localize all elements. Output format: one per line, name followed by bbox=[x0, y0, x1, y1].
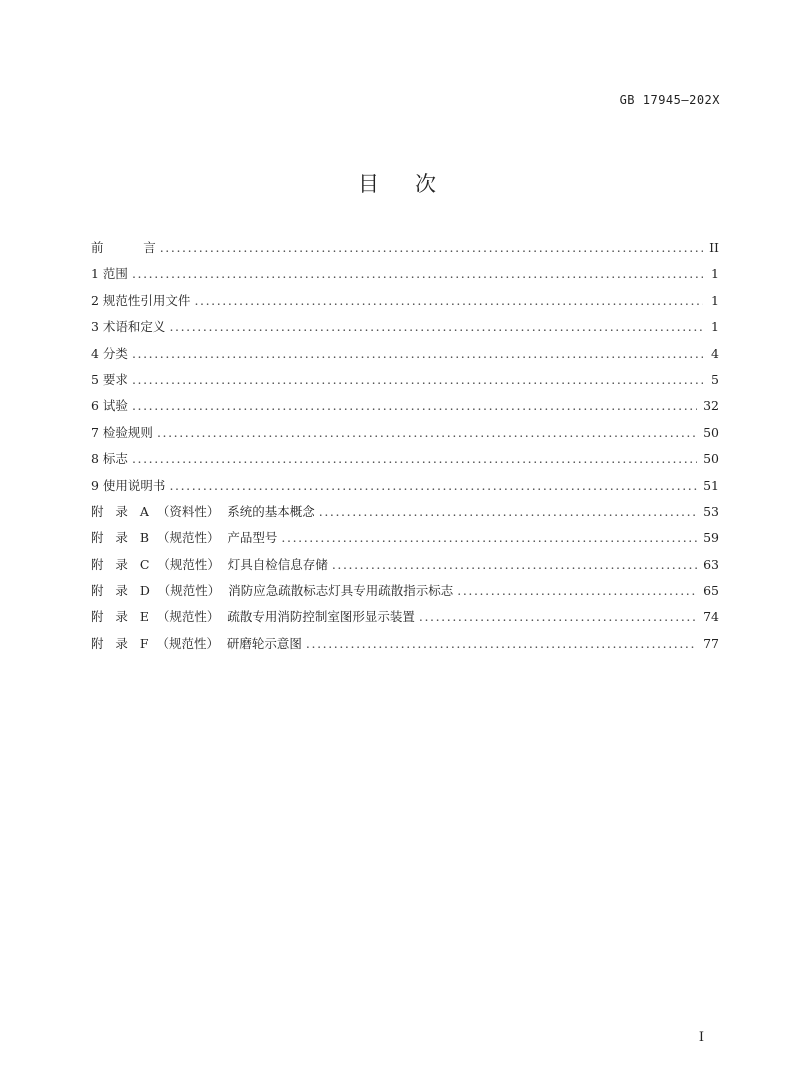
toc-entry-label: 4 分类 bbox=[91, 345, 128, 361]
toc-entry-page: 51 bbox=[703, 477, 719, 493]
toc-entry-page: 53 bbox=[703, 503, 719, 519]
toc-entry-page: 32 bbox=[703, 398, 719, 414]
toc-entry-page: 1 bbox=[711, 266, 719, 282]
footer-page-number: I bbox=[698, 1030, 704, 1045]
toc-leader-dots bbox=[319, 504, 697, 519]
toc-entry-1[interactable] bbox=[91, 264, 719, 290]
toc-entry-page: 50 bbox=[703, 451, 719, 467]
toc-entry-9[interactable] bbox=[91, 476, 719, 502]
toc-entry-label: 附 录 C （规范性） 灯具自检信息存储 bbox=[91, 556, 328, 572]
toc-entry-label: 附 录 D （规范性） 消防应急疏散标志灯具专用疏散指示标志 bbox=[91, 583, 454, 599]
toc-entry-3[interactable] bbox=[91, 317, 719, 343]
toc-entry-page: 59 bbox=[703, 530, 719, 546]
toc-entry-page: 63 bbox=[703, 556, 719, 572]
toc-leader-dots bbox=[169, 478, 697, 493]
toc-entry-appendix-c[interactable] bbox=[91, 555, 719, 581]
toc-entry-page: 50 bbox=[703, 424, 719, 440]
toc-entry-label: 9 使用说明书 bbox=[91, 477, 166, 493]
table-of-contents bbox=[91, 238, 719, 660]
toc-entry-page: 1 bbox=[711, 292, 719, 308]
toc-leader-dots bbox=[132, 398, 697, 413]
toc-entry-5[interactable] bbox=[91, 370, 719, 396]
toc-entry-appendix-d[interactable] bbox=[91, 581, 719, 607]
toc-leader-dots bbox=[132, 346, 703, 361]
toc-entry-2[interactable] bbox=[91, 291, 719, 317]
toc-entry-label: 5 要求 bbox=[91, 371, 128, 387]
toc-entry-appendix-b[interactable] bbox=[91, 528, 719, 554]
toc-entry-8[interactable] bbox=[91, 449, 719, 475]
toc-entry-6[interactable] bbox=[91, 396, 719, 422]
toc-leader-dots bbox=[281, 530, 697, 545]
toc-leader-dots bbox=[194, 293, 703, 308]
toc-entry-label: 1 范围 bbox=[91, 266, 128, 282]
toc-entry-label: 附 录 F （规范性） 研磨轮示意图 bbox=[91, 635, 302, 651]
toc-entry-label: 2 规范性引用文件 bbox=[91, 292, 191, 308]
toc-leader-dots bbox=[306, 636, 697, 651]
toc-entry-label: 3 术语和定义 bbox=[91, 319, 166, 335]
toc-entry-appendix-f[interactable] bbox=[91, 634, 719, 660]
toc-leader-dots bbox=[132, 266, 703, 281]
toc-entry-page: 74 bbox=[703, 609, 719, 625]
toc-entry-page: 65 bbox=[703, 583, 719, 599]
toc-entry-label: 附 录 B （规范性） 产品型号 bbox=[91, 530, 278, 546]
toc-entry-appendix-e[interactable] bbox=[91, 607, 719, 633]
toc-entry-label: 6 试验 bbox=[91, 398, 128, 414]
toc-leader-dots bbox=[132, 451, 697, 466]
toc-leader-dots bbox=[419, 609, 697, 624]
page-title: 目次 bbox=[358, 172, 472, 196]
toc-entry-4[interactable] bbox=[91, 344, 719, 370]
toc-leader-dots bbox=[160, 240, 703, 255]
toc-entry-label: 附 录 A （资料性） 系统的基本概念 bbox=[91, 503, 315, 519]
toc-entry-label: 7 检验规则 bbox=[91, 424, 153, 440]
toc-leader-dots bbox=[132, 372, 703, 387]
toc-leader-dots bbox=[157, 425, 697, 440]
header-standard-code: GB 17945—202X bbox=[619, 93, 720, 107]
toc-entry-label: 8 标志 bbox=[91, 451, 128, 467]
toc-entry-page: 4 bbox=[711, 345, 719, 361]
toc-leader-dots bbox=[169, 319, 703, 334]
toc-entry-page: 1 bbox=[711, 319, 719, 335]
toc-entry-page: 5 bbox=[711, 371, 719, 387]
toc-entry-label: 附 录 E （规范性） 疏散专用消防控制室图形显示装置 bbox=[91, 609, 415, 625]
toc-entry-page: 77 bbox=[703, 635, 719, 651]
toc-entry-foreword[interactable] bbox=[91, 238, 719, 264]
toc-leader-dots bbox=[457, 583, 697, 598]
toc-entry-label: 前 言 bbox=[91, 240, 156, 255]
toc-entry-7[interactable] bbox=[91, 423, 719, 449]
toc-entry-appendix-a[interactable] bbox=[91, 502, 719, 528]
toc-entry-page: II bbox=[709, 240, 719, 255]
toc-leader-dots bbox=[332, 557, 697, 572]
